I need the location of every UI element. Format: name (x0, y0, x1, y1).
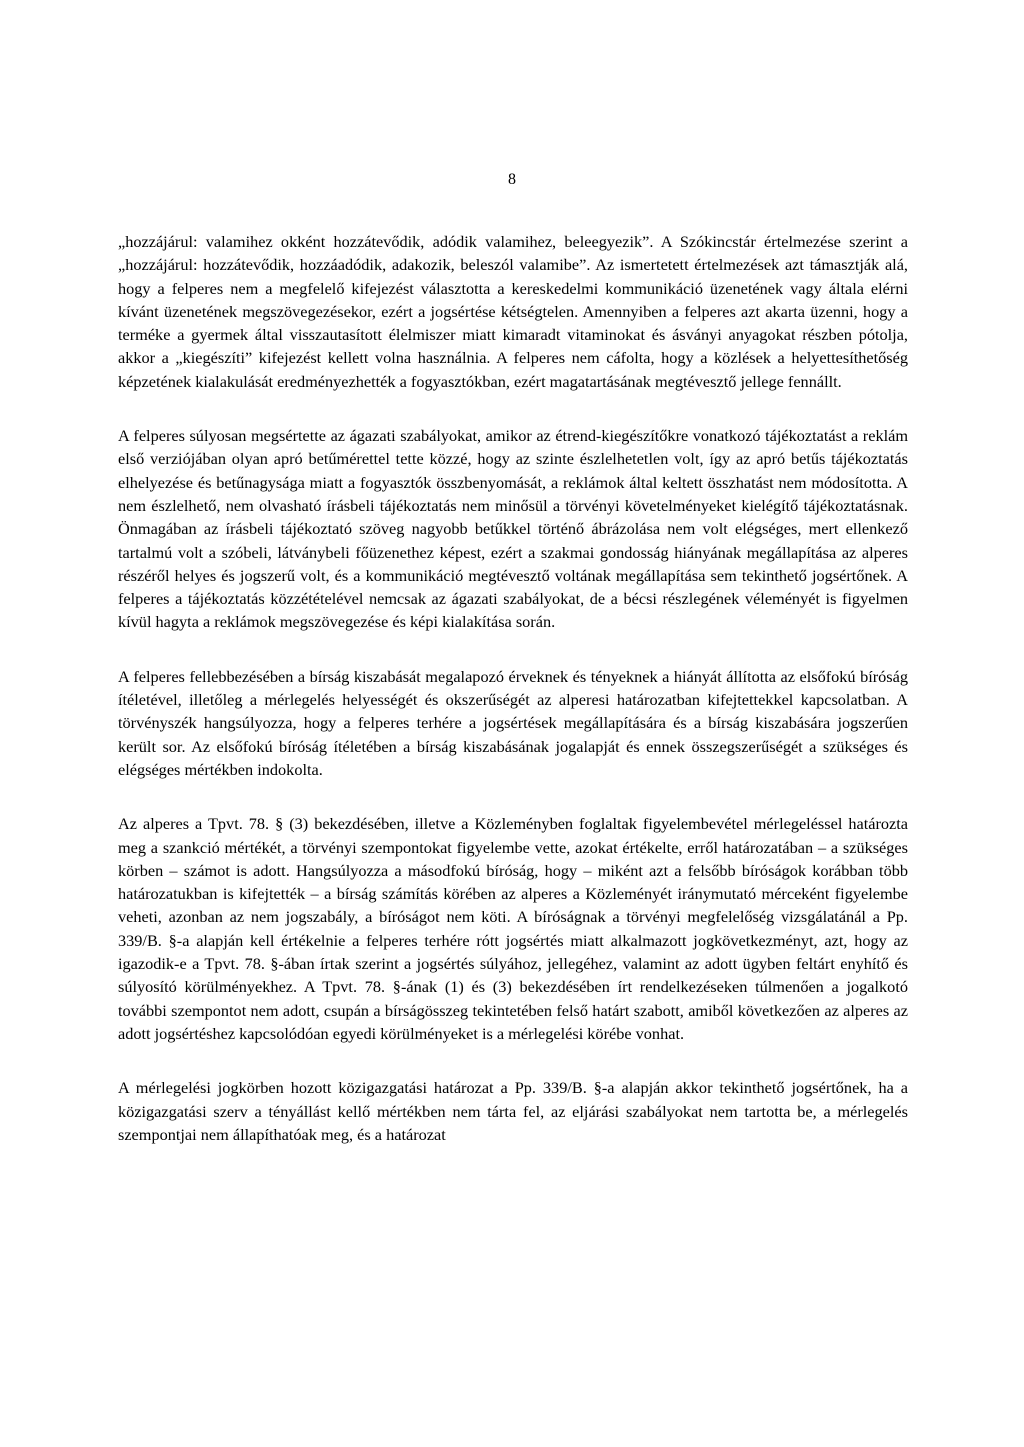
paragraph-2: A felperes súlyosan megsértette az ágazati szabályokat, amikor az étrend-kiegészítőkre vonatkozó tájékoztatást a reklám első verziójában olyan apró betűmérettel tette közzé, hogy az szinte észlelhetetlen volt, így az apró betűs tájékoztatás elhelyezése és betűnagysága miatt a fogyasztók összbenyomását, a reklámok által keltett összhatást nem módosította. A nem észlelhető, nem olvasható írásbeli tájékoztatás nem minősül a törvényi követelményeket kielégítő tájékoztatásnak. Önmagában az írásbeli tájékoztató szöveg nagyobb betűkkel történő ábrázolása nem volt elégséges, mert ellenkező tartalmú volt a szóbeli, látványbeli főüzenethez képest, ezért a szakmai gondosság hiányának megállapítása az alperes részéről helyes és jogszerű volt, és a kommunikáció megtévesztő voltának megállapítása sem tekinthető jogsértőnek. A felperes a tájékoztatás közzétételével nemcsak az ágazati szabályokat, de a bécsi részlegének véleményét is figyelmen kívül hagyta a reklámok megszövegezése és képi kialakítása során. (118, 426, 908, 632)
document-body (118, 230, 908, 1177)
paragraph-3: A felperes fellebbezésében a bírság kiszabását megalapozó érveknek és tényeknek a hiányát állította az elsőfokú bíróság ítéletével, illetőleg a mérlegelés helyességét és okszerűségét az alperesi határozatban kifejtettekkel kapcsolatban. A törvényszék hangsúlyozza, hogy a felperes terhére a jogsértések megállapítására és a bírság kiszabására jogszerűen került sor. Az elsőfokú bíróság ítéletében a bírság kiszabásának jogalapját és ennek összegszerűségét a szükséges és elégséges mértékben indokolta. (118, 666, 908, 779)
paragraph-4: Az alperes a Tpvt. 78. § (3) bekezdésében, illetve a Közleményben foglaltak figyelembevétel mérlegeléssel határozta meg a szankció mértékét, a törvényi szempontokat figyelembe vette, azokat értékelte, erről határozatában – a szükséges körben – számot is adott. Hangsúlyozza a másodfokú bíróság, hogy – miként azt a felsőbb bíróságok korábban több határozatukban is kifejtették – a bírság számítás körében az alperes a Közleményét iránymutató mérceként figyelembe veheti, azonban az nem jogszabály, a bíróságot nem köti. A bíróságnak a törvényi megfelelőség vizsgálatánál a Pp. 339/B. §-a alapján kell értékelnie a felperes terhére rótt jogsértés miatt alkalmazott jogkövetkezményt, azt, hogy az igazodik-e a Tpvt. 78. §-ában írtak szerint a jogsértés súlyához, jellegéhez, valamint az adott ügyben feltárt enyhítő és súlyosító körülményekhez. A Tpvt. 78. §-ának (1) és (3) bekezdésében írt rendelkezéseken túlmenően a jogalkotó további szempontot nem adott, csupán a bírságösszeg tekintetében felső határt szabott, amiből következően az alperes az adott jogsértéshez kapcsolódóan egyedi körülményeket is a mérlegelési körébe vonhat. (118, 814, 908, 1043)
page-number: 8 (508, 171, 516, 188)
paragraph-1: „hozzájárul: valamihez okként hozzátevődik, adódik valamihez, beleegyezik”. A Szókincstár értelmezése szerint a „hozzájárul: hozzátevődik, hozzáadódik, adakozik, beleszól valamibe”. Az ismertetett értelmezések azt támasztják alá, hogy a felperes nem a megfelelő kifejezést választotta a kereskedelmi kommunikáció üzenetének vagy általa elérni kívánt üzenetének megszövegezésekor, ezért a jogsértése kétségtelen. Amennyiben a felperes azt akarta üzenni, hogy a terméke a gyermek által visszautasított élelmiszer miatt kimaradt vitaminokat és ásványi anyagokat részben pótolja, akkor a „kiegészíti” kifejezést kellett volna használnia. A felperes nem cáfolta, hogy a közlések a helyettesíthetőség képzetének kialakulását eredményezhették a fogyasztókban, ezért magatartásának megtévesztő jellege fennállt. (118, 232, 908, 391)
paragraph-5: A mérlegelési jogkörben hozott közigazgatási határozat a Pp. 339/B. §-a alapján akkor tekinthető jogsértőnek, ha a közigazgatási szerv a tényállást kellő mértékben nem tárta fel, az eljárási szabályokat nem tartotta be, a mérlegelés szempontjai nem állapíthatóak meg, és a határozat (118, 1078, 908, 1144)
